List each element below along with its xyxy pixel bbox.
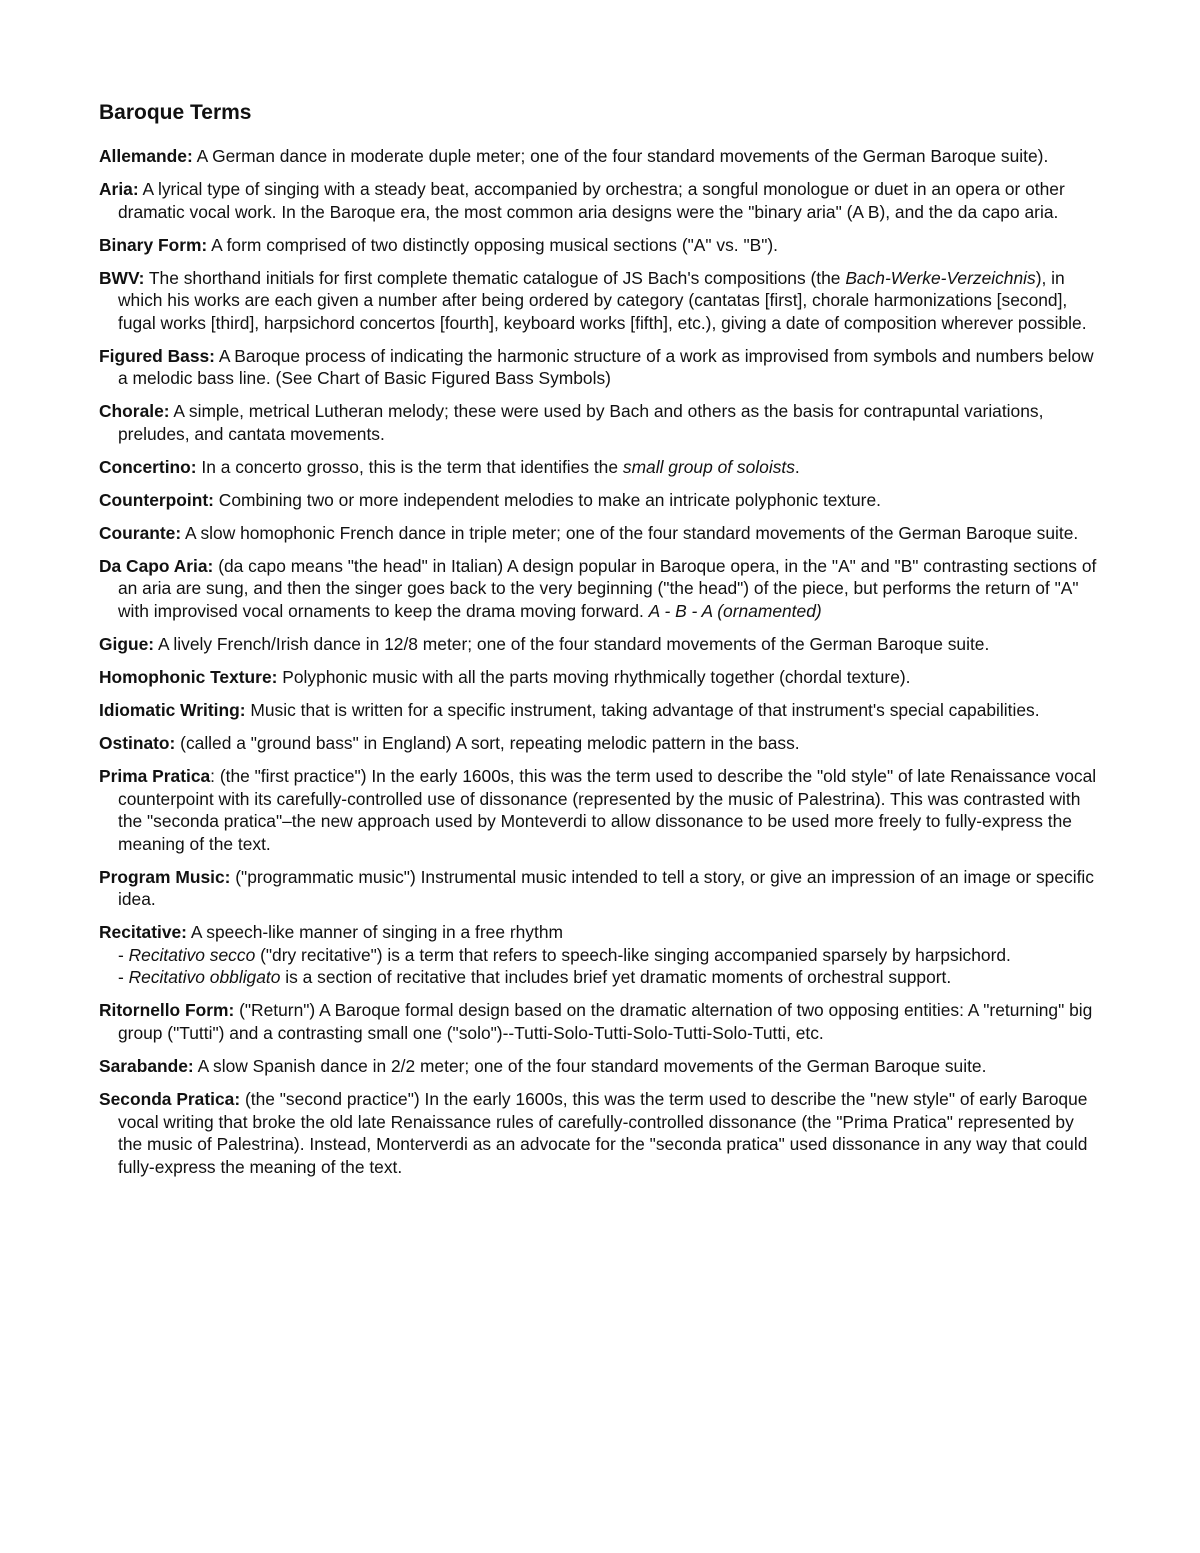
- glossary-entry: [99, 1055, 1099, 1078]
- glossary-entry: [99, 555, 1099, 623]
- definition-text: ("dry recitative") is a term that refers to speech-like singing accompanied sparsely by harpsichord.: [255, 944, 1011, 965]
- glossary-entry: [99, 234, 1099, 257]
- glossary-entry: [99, 489, 1099, 512]
- glossary-term: BWV:: [99, 267, 145, 288]
- definition-text: A slow Spanish dance in 2/2 meter; one of the four standard movements of the German Baroque suite.: [193, 1056, 987, 1077]
- definition-text: is a section of recitative that includes brief yet dramatic moments of orchestral support.: [280, 967, 952, 988]
- glossary-term: Gigue:: [99, 634, 155, 654]
- definition-text: A German dance in moderate duple meter; one of the four standard movements of the German Baroque suite).: [192, 146, 1049, 166]
- glossary-term: Da Capo Aria:: [99, 555, 214, 576]
- definition-text: Combining two or more independent melodies to make an intricate polyphonic texture.: [213, 489, 881, 510]
- glossary-term: Recitative:: [99, 922, 187, 943]
- definition-text: A form comprised of two distinctly opposing musical sections ("A" vs. "B").: [207, 234, 779, 255]
- glossary-entry: [99, 765, 1099, 855]
- glossary-entry: [99, 921, 1099, 989]
- definition-text: Music that is written for a specific instrument, taking advantage of that instrument's special capabilities.: [245, 699, 1040, 720]
- definition-text: .: [794, 456, 800, 477]
- italic-text: Bach-Werke-Verzeichnis: [845, 267, 1036, 288]
- glossary-term: Idiomatic Writing:: [99, 699, 246, 720]
- glossary-entry: [99, 999, 1099, 1044]
- definition-text: -: [118, 944, 129, 965]
- glossary-entry: [99, 732, 1099, 755]
- definition-text: ("programmatic music") Instrumental music intended to tell a story, or give an impression of an image or specific idea.: [118, 866, 1094, 910]
- definition-text: (the "second practice") In the early 1600s, this was the term used to describe the "new style" of early Baroque vocal writing that broke the old late Renaissance rules of carefully-controlled dissonance (the "Prima Pratica" represented by the music of Palestrina). Instead, Monterverdi as an advocate for the "seconda pratica" used dissonance in any way that could fully-express the meaning of the text.: [118, 1089, 1088, 1177]
- glossary-term: Binary Form:: [99, 234, 208, 255]
- glossary-entry: [99, 345, 1099, 390]
- glossary-term: Sarabande:: [99, 1056, 194, 1077]
- glossary-entry: [99, 699, 1099, 722]
- glossary-term: Homophonic Texture:: [99, 666, 278, 687]
- definition-text: A lively French/Irish dance in 12/8 meter; one of the four standard movements of the German Baroque suite.: [154, 634, 990, 654]
- glossary-term: Aria:: [99, 178, 139, 199]
- glossary-entry: [99, 633, 1099, 656]
- glossary-term: Seconda Pratica:: [99, 1089, 241, 1110]
- glossary-term: Chorale:: [99, 401, 170, 422]
- glossary-entry: [99, 145, 1099, 168]
- definition-text: A simple, metrical Lutheran melody; these were used by Bach and others as the basis for contrapuntal variations, preludes, and cantata movements.: [118, 401, 1044, 444]
- definition-text: A Baroque process of indicating the harmonic structure of a work as improvised from symbols and numbers below a melodic bass line. (See Chart of Basic Figured Bass Symbols): [118, 345, 1094, 389]
- italic-text: Recitativo obbligato: [128, 967, 281, 988]
- definition-text: (da capo means "the head" in Italian) A design popular in Baroque opera, in the "A" and "B" contrasting sections of an aria are sung, and then the singer goes back to the very beginning ("the head") of the piece, but performs the return of "A" with improvised vocal ornaments to keep the drama moving forward.: [118, 555, 1097, 622]
- glossary-term: Program Music:: [99, 866, 231, 887]
- definition-text: In a concerto grosso, this is the term that identifies the: [196, 456, 623, 477]
- glossary-entry: [99, 400, 1099, 445]
- glossary-term: Courante:: [99, 522, 182, 543]
- glossary-entry: [99, 1088, 1099, 1178]
- definition-text: The shorthand initials for first complete thematic catalogue of JS Bach's compositions (the: [144, 267, 846, 288]
- glossary-term: Allemande:: [99, 146, 193, 166]
- glossary-list: [99, 145, 1099, 1178]
- italic-text: small group of soloists: [622, 456, 795, 477]
- definition-text: : (the "first practice") In the early 1600s, this was the term used to describe the "old style" of late Renaissance vocal counterpoint with its carefully-controlled use of dissonance (represented by the music of Palestrina). This was contrasted with the "seconda pratica"–the new approach used by Monteverdi to allow dissonance to be used more freely to fully-express the meaning of the text.: [118, 765, 1097, 854]
- definition-text: A slow homophonic French dance in triple meter; one of the four standard movements of the German Baroque suite.: [181, 522, 1079, 543]
- glossary-term: Concertino:: [99, 456, 197, 477]
- page-title: Baroque Terms: [99, 101, 252, 124]
- definition-text: ("Return") A Baroque formal design based on the dramatic alternation of two opposing entities: A "returning" big group ("Tutti") and a contrasting small one ("solo")--Tutti-Solo-Tutti-Solo-Tutti-Solo-Tutti, etc.: [118, 1000, 1093, 1044]
- glossary-entry: [99, 267, 1099, 335]
- definition-text: A speech-like manner of singing in a free rhythm: [186, 922, 563, 943]
- glossary-term: Ostinato:: [99, 732, 176, 753]
- glossary-term: Counterpoint:: [99, 489, 214, 510]
- glossary-term: Figured Bass:: [99, 345, 215, 366]
- definition-text: (called a "ground bass" in England) A sort, repeating melodic pattern in the bass.: [175, 732, 800, 753]
- definition-text: ), in which his works are each given a number after being ordered by category (cantatas [first], chorale harmonizations [second], fugal works [third], harpsichord concertos [fourth], keyboard works [fifth], etc.), giving a date of composition wherever possible.: [118, 267, 1087, 333]
- italic-text: A - B - A (ornamented): [648, 601, 822, 622]
- glossary-term: Prima Pratica: [99, 765, 211, 786]
- italic-text: Recitativo secco: [128, 944, 256, 965]
- glossary-entry: [99, 522, 1099, 545]
- definition-text: A lyrical type of singing with a steady beat, accompanied by orchestra; a songful monologue or duet in an opera or other dramatic vocal work. In the Baroque era, the most common aria designs were the "binary aria" (A B), and the da capo aria.: [118, 178, 1065, 222]
- definition-text: Polyphonic music with all the parts moving rhythmically together (chordal texture).: [277, 666, 911, 687]
- document-page: [99, 100, 1099, 1189]
- definition-text: -: [118, 967, 129, 988]
- glossary-entry: [99, 666, 1099, 689]
- glossary-entry: [99, 866, 1099, 911]
- glossary-entry: [99, 178, 1099, 223]
- glossary-term: Ritornello Form:: [99, 1000, 235, 1021]
- glossary-entry: [99, 456, 1099, 479]
